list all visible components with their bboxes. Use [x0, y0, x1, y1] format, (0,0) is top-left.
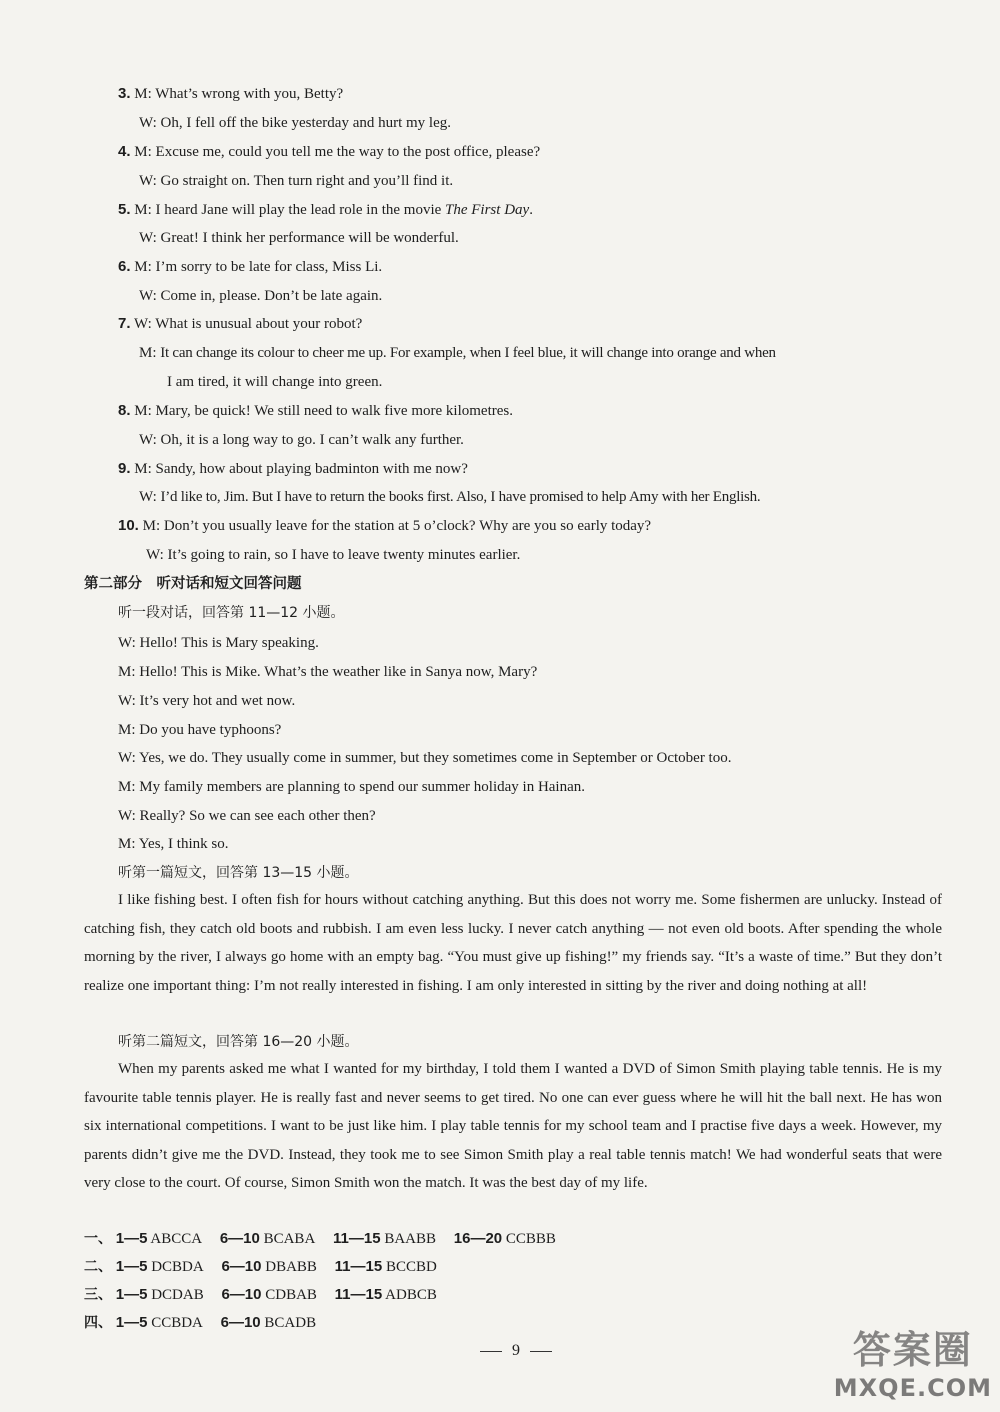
speaker: W:	[139, 288, 157, 304]
line-text: It’s going to rain, so I have to leave twenty minutes earlier.	[167, 547, 521, 563]
section-intro: 听第一篇短文，回答第 13—15 小题。	[118, 865, 359, 881]
speaker: M:	[134, 144, 152, 160]
item-number: 10.	[118, 517, 139, 534]
speaker: M:	[134, 86, 152, 102]
answer-range: 1—5	[115, 1286, 148, 1303]
line-text: Go straight on. Then turn right and you’ll find it.	[160, 173, 454, 189]
speaker: M:	[142, 518, 161, 534]
line-text: I’d like to, Jim. But I have to return the books first. Also, I have promised to help Amy with her English.	[160, 489, 761, 505]
answer-range: 11—15	[333, 1230, 381, 1247]
answer-range: 6—10	[219, 1230, 260, 1247]
line-text: Oh, it is a long way to go. I can’t walk any further.	[160, 432, 464, 448]
answer-range: 6—10	[220, 1314, 261, 1331]
speaker: W:	[118, 635, 136, 651]
speaker: W:	[139, 489, 157, 505]
dialogue-line	[139, 430, 464, 450]
speaker: W:	[146, 547, 164, 563]
speaker: W:	[139, 230, 157, 246]
item-number: 3.	[118, 85, 131, 102]
dialogue-line	[139, 228, 459, 248]
answer-letters: BAABB	[384, 1231, 437, 1247]
conversation-line	[118, 633, 319, 653]
line-text: I’m sorry to be late for class, Miss Li.	[155, 259, 383, 275]
line-text: What is unusual about your robot?	[155, 316, 363, 332]
answer-range: 6—10	[221, 1258, 262, 1275]
line-text: It can change its colour to cheer me up. For example, when I feel blue, it will change into orange and when	[160, 345, 776, 361]
line-text: I am tired, it will change into green.	[167, 374, 383, 390]
watermark-url: MXQE.COM	[833, 1374, 992, 1402]
answer-range: 16—20	[453, 1230, 503, 1247]
conversation-line	[118, 748, 731, 768]
answer-letters: DBABB	[265, 1259, 317, 1275]
speaker: M:	[134, 202, 152, 218]
speaker: M:	[118, 722, 136, 738]
dialogue-line	[146, 545, 520, 565]
speaker: M:	[118, 836, 136, 852]
speaker: W:	[139, 115, 157, 131]
dialogue-line	[139, 286, 382, 306]
line-text: Don’t you usually leave for the station at 5 o’clock? Why are you so early today?	[163, 518, 652, 534]
section-intro: 听一段对话，回答第 11—12 小题。	[118, 605, 345, 621]
answer-range: 11—15	[334, 1286, 383, 1303]
speaker: W:	[118, 808, 136, 824]
dialogue-line	[167, 372, 382, 392]
conversation-line	[118, 834, 228, 854]
passage-1: I like fishing best. I often fish for hours without catching anything. But this does not worry me. Some fishermen are unlucky. Instead of catching fish, they catch old boots and rubbish. I am even less lucky. I never catch anything — not even old boots. After spending the whole morning by the river, I always go home with an empty bag. “You must give up fishing!” my friends say. “It’s a waste of time.” But they don’t realize one important thing: I’m not really interested in fishing. I am only interested in sitting by the river and doing nothing at all!	[84, 892, 942, 994]
answer-letters: CDBAB	[265, 1287, 317, 1303]
line-text: Oh, I fell off the bike yesterday and hurt my leg.	[160, 115, 452, 131]
answer-row	[84, 1229, 570, 1249]
answer-letters: BCADB	[264, 1315, 317, 1331]
answer-label: 三、	[84, 1287, 112, 1303]
answer-letters: CCBBB	[505, 1231, 556, 1247]
line-text: It’s very hot and wet now.	[139, 693, 296, 709]
speaker: M:	[118, 664, 136, 680]
speaker: M:	[134, 461, 152, 477]
speaker: W:	[118, 750, 136, 766]
speaker: W:	[139, 432, 157, 448]
answer-letters: BCCBD	[385, 1259, 437, 1275]
item-number: 9.	[118, 460, 131, 477]
answer-label: 四、	[84, 1315, 112, 1331]
conversation-line	[118, 662, 537, 682]
dialogue-line	[118, 314, 362, 334]
answer-letters: ADBCB	[385, 1287, 437, 1303]
line-text: Really? So we can see each other then?	[139, 808, 376, 824]
answer-letters: BCABA	[263, 1231, 316, 1247]
dialogue-line	[118, 401, 513, 421]
line-text: Hello! This is Mike. What’s the weather like in Sanya now, Mary?	[139, 664, 538, 680]
conversation-line	[118, 777, 585, 797]
item-number: 6.	[118, 258, 131, 275]
speaker: W:	[139, 173, 157, 189]
passage-2: When my parents asked me what I wanted for my birthday, I told them I wanted a DVD of Simon Smith playing table tennis. He is my favourite table tennis player. He is really fast and never seems to get tired. No one can ever guess where he will hit the ball next. He has won six international competitions. I want to be just like him. I play table tennis for my school team and I practise five days a week. However, my parents didn’t give me the DVD. Instead, they took me to see Simon Smith play a real table tennis match! We had wonderful seats that were very close to the court. Of course, Simon Smith won the match. It was the best day of my life.	[84, 1061, 942, 1191]
answer-row	[84, 1313, 330, 1333]
line-text: Sandy, how about playing badminton with me now?	[155, 461, 468, 477]
answer-letters: ABCCA	[150, 1231, 203, 1247]
page-number	[470, 1342, 562, 1360]
line-text: Come in, please. Don’t be late again.	[160, 288, 383, 304]
dialogue-line	[139, 171, 453, 191]
speaker: W:	[134, 316, 152, 332]
line-text: Yes, I think so.	[138, 836, 229, 852]
section-heading: 第二部分 听对话和短文回答问题	[84, 576, 302, 592]
conversation-line	[118, 720, 281, 740]
conversation-line	[118, 806, 376, 826]
movie-title: The First Day	[445, 202, 530, 218]
line-text: Great! I think her performance will be wonderful.	[160, 230, 459, 246]
line-text: I heard Jane will play the lead role in the movie	[155, 202, 442, 218]
item-number: 4.	[118, 143, 131, 160]
answer-letters: DCDAB	[151, 1287, 204, 1303]
line-text: Hello! This is Mary speaking.	[139, 635, 319, 651]
answer-label: 一、	[84, 1231, 112, 1247]
dialogue-line	[118, 142, 540, 162]
dialogue-line	[118, 200, 533, 220]
answer-label: 二、	[84, 1259, 112, 1275]
watermark	[834, 1319, 992, 1402]
conversation-line	[118, 691, 295, 711]
dialogue-line	[118, 84, 343, 104]
answer-range: 6—10	[221, 1286, 262, 1303]
dialogue-line	[118, 516, 651, 536]
item-number: 5.	[118, 201, 131, 218]
speaker: M:	[118, 779, 136, 795]
speaker: M:	[134, 259, 152, 275]
line-text: Yes, we do. They usually come in summer, but they sometimes come in September or October too.	[138, 750, 732, 766]
dialogue-line	[139, 343, 776, 363]
line-text: What’s wrong with you, Betty?	[155, 86, 344, 102]
dialogue-line	[139, 487, 760, 507]
speaker: M:	[139, 345, 157, 361]
answer-row	[84, 1285, 451, 1305]
answer-letters: DCBDA	[151, 1259, 204, 1275]
speaker: M:	[134, 403, 152, 419]
answer-range: 1—5	[115, 1230, 148, 1247]
dialogue-line	[139, 113, 451, 133]
item-number: 7.	[118, 315, 131, 332]
speaker: W:	[118, 693, 136, 709]
dash-left	[480, 1351, 502, 1352]
page-number-text: 9	[512, 1342, 520, 1359]
answer-row	[84, 1257, 451, 1277]
answer-range: 1—5	[115, 1314, 148, 1331]
section-intro: 听第二篇短文，回答第 16—20 小题。	[118, 1034, 359, 1050]
answer-range: 11—15	[334, 1258, 383, 1275]
dialogue-line	[118, 257, 382, 277]
answer-range: 1—5	[115, 1258, 148, 1275]
line-text: Do you have typhoons?	[139, 722, 282, 738]
dialogue-line	[118, 459, 468, 479]
line-text: My family members are planning to spend our summer holiday in Hainan.	[139, 779, 586, 795]
line-tail: .	[529, 202, 533, 218]
answer-letters: CCBDA	[151, 1315, 203, 1331]
dash-right	[530, 1351, 552, 1352]
line-text: Excuse me, could you tell me the way to the post office, please?	[155, 144, 541, 160]
line-text: Mary, be quick! We still need to walk five more kilometres.	[155, 403, 513, 419]
item-number: 8.	[118, 402, 131, 419]
watermark-logo: 答案圈	[852, 1328, 973, 1372]
